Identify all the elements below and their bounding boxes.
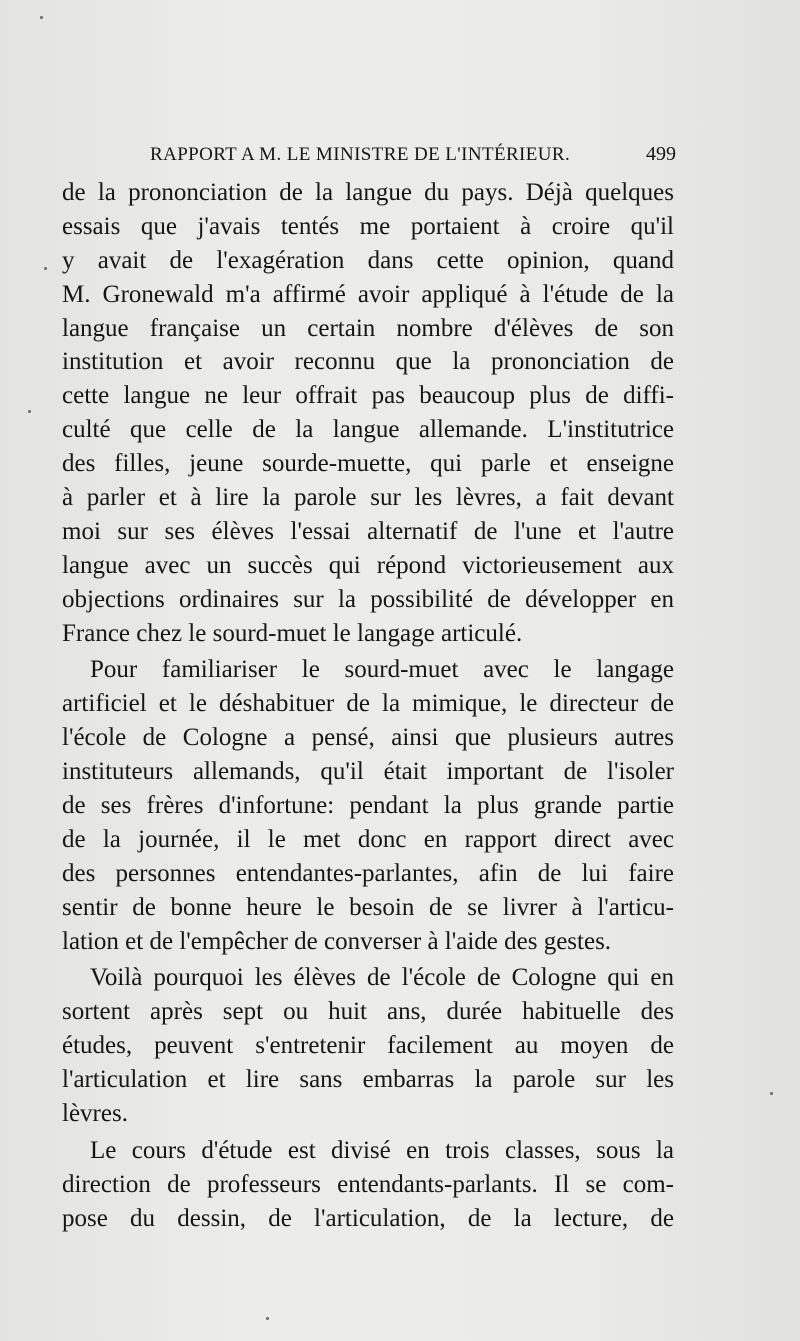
text-line: sortent après sept ou huit ans, durée habituelle des xyxy=(62,998,674,1026)
running-head xyxy=(150,140,676,170)
paper-speck xyxy=(44,267,47,270)
text-line: y avait de l'exagération dans cette opinion, quand xyxy=(62,246,674,274)
text-line: de la prononciation de la langue du pays. Déjà quelques xyxy=(62,179,674,206)
text-line: artificiel et le déshabituer de la mimique, le directeur de xyxy=(62,690,674,718)
text-line: institution et avoir reconnu que la prononciation de xyxy=(62,348,674,376)
text-line: langue avec un succès qui répond victorieusement aux xyxy=(62,551,674,579)
text-line: sentir de bonne heure le besoin de se livrer à l'articu- xyxy=(62,893,674,921)
text-line: études, peuvent s'entretenir facilement au moyen de xyxy=(62,1032,674,1060)
text-line: pose du dessin, de l'articulation, de la lecture, de xyxy=(62,1204,674,1232)
text-line: lation et de l'empêcher de converser à l'aide des gestes. xyxy=(62,927,612,955)
text-line: de la journée, il le met donc en rapport direct avec xyxy=(62,825,674,853)
page-number: 499 xyxy=(646,143,676,165)
paper-speck xyxy=(28,410,31,413)
paper-speck xyxy=(770,1092,773,1095)
text-line: culté que celle de la langue allemande. L'institutrice xyxy=(62,416,674,444)
text-line: essais que j'avais tentés me portaient à croire qu'il xyxy=(62,212,674,240)
text-line: des filles, jeune sourde-muette, qui parle et enseigne xyxy=(62,450,674,478)
text-line: cette langue ne leur offrait pas beaucoup plus de diffi- xyxy=(62,382,674,410)
text-line: Le cours d'étude est divisé en trois classes, sous la xyxy=(90,1136,674,1164)
paper-speck xyxy=(40,16,43,19)
running-title: RAPPORT A M. LE MINISTRE DE L'INTÉRIEUR. xyxy=(150,144,571,165)
text-line: lèvres. xyxy=(62,1100,128,1128)
text-line: l'école de Cologne a pensé, ainsi que plusieurs autres xyxy=(62,724,674,752)
paragraph-3 xyxy=(62,961,674,1130)
text-line: France chez le sourd-muet le langage articulé. xyxy=(62,619,523,647)
text-line: Voilà pourquoi les élèves de l'école de Cologne qui en xyxy=(90,964,674,992)
text-line: des personnes entendantes-parlantes, afin de lui faire xyxy=(62,859,674,887)
body-text xyxy=(62,176,674,1236)
text-line: langue française un certain nombre d'élèves de son xyxy=(62,314,674,342)
paragraph-2 xyxy=(62,653,674,958)
text-line: direction de professeurs entendants-parlants. Il se com- xyxy=(62,1170,674,1198)
text-line: de ses frères d'infortune: pendant la plus grande partie xyxy=(62,792,674,820)
text-line: moi sur ses élèves l'essai alternatif de l'une et l'autre xyxy=(62,517,674,545)
paper-speck xyxy=(266,1317,269,1320)
text-line: l'articulation et lire sans embarras la parole sur les xyxy=(62,1066,674,1094)
paragraph-1 xyxy=(62,176,674,650)
text-line: instituteurs allemands, qu'il était important de l'isoler xyxy=(62,758,674,786)
text-line: à parler et à lire la parole sur les lèvres, a fait devant xyxy=(62,484,674,512)
text-line: Pour familiariser le sourd-muet avec le langage xyxy=(90,656,674,684)
text-line: M. Gronewald m'a affirmé avoir appliqué à l'étude de la xyxy=(62,280,674,308)
text-line: objections ordinaires sur la possibilité de développer en xyxy=(62,585,674,613)
paragraph-4 xyxy=(62,1134,674,1236)
